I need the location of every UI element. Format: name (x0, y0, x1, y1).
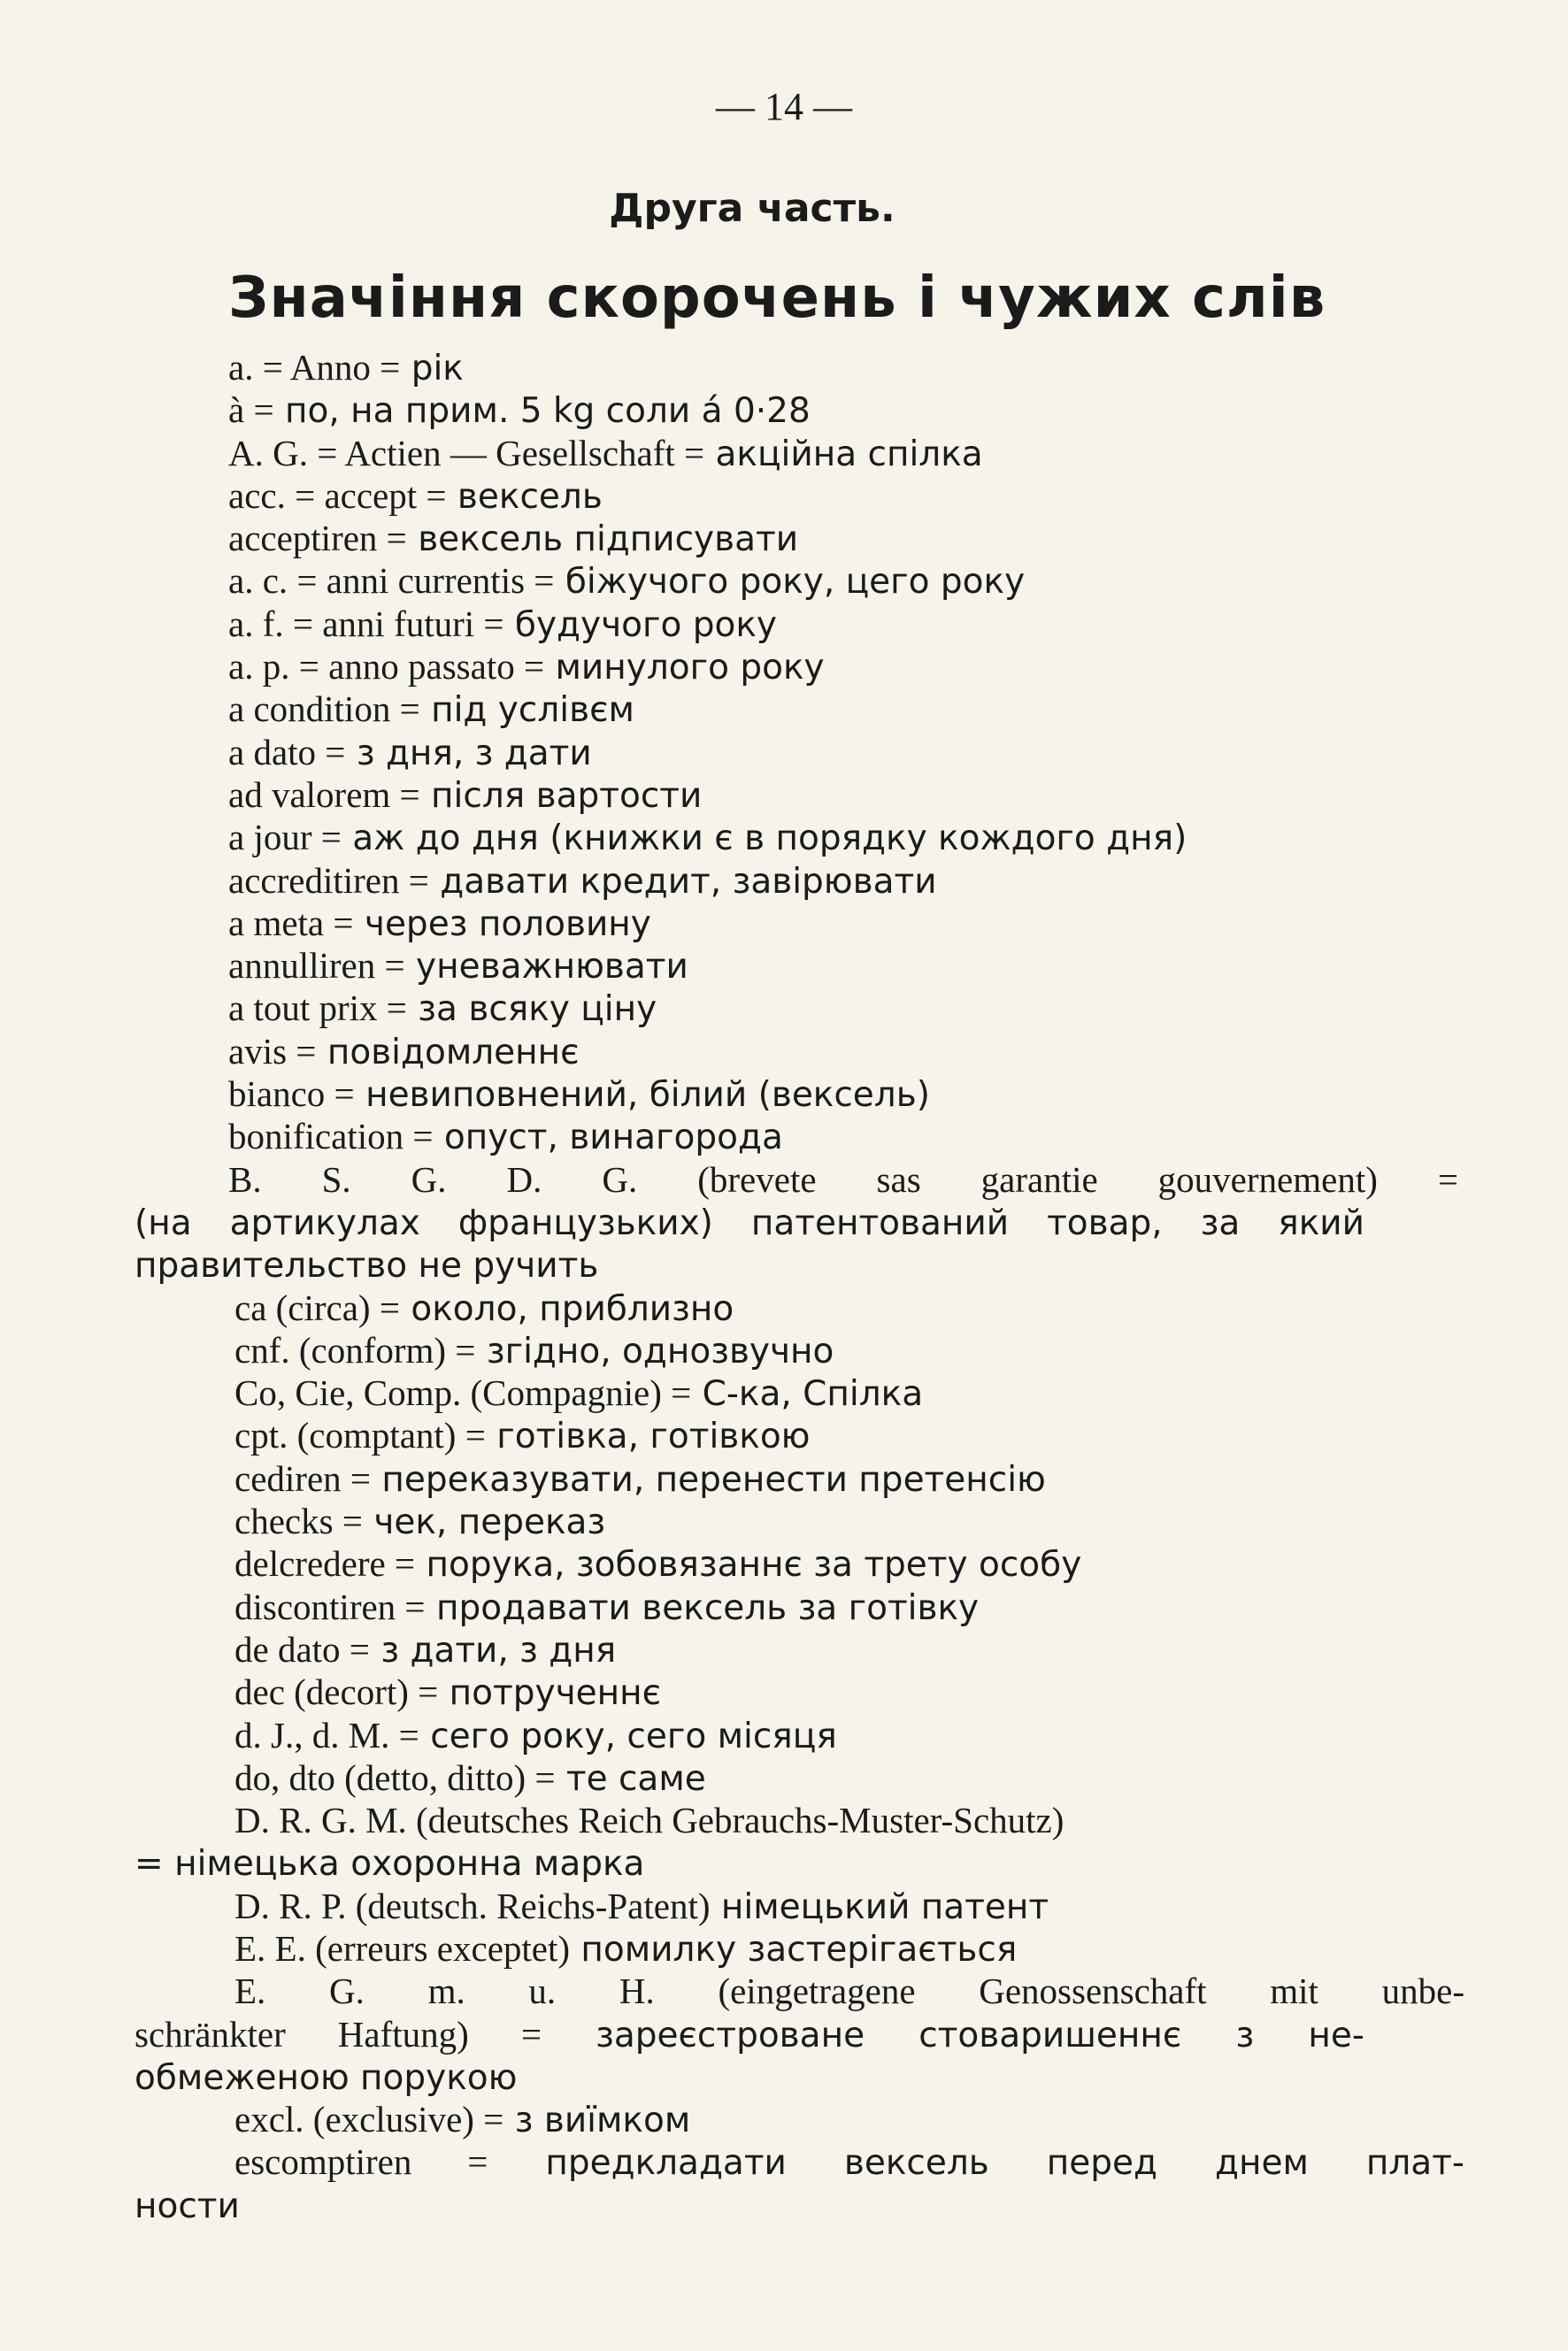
entry-meaning: обмеженою порукою (135, 2057, 518, 2098)
entry-term: a meta = (228, 902, 354, 943)
entry-meaning: потрученнє (438, 1673, 662, 1714)
entry-term: a condition = (228, 688, 420, 730)
glossary-entry (0, 603, 1568, 646)
glossary-entry (0, 646, 1568, 688)
entry-meaning: уневажнювати (404, 947, 688, 987)
page-number: — 14 — (716, 85, 852, 128)
entry-term: D. R. G. M. (deutsches Reich Gebrauchs-Muster-Schutz) (234, 1800, 1065, 1841)
entry-meaning: аж до дня (книжки є в порядку кождого дня) (341, 818, 1188, 859)
entry-meaning: біжучого року, цего року (554, 562, 1026, 603)
entry-term: à = (228, 389, 274, 431)
entry-term: bonification = (228, 1116, 434, 1157)
entry-meaning: чек, переказ (362, 1502, 606, 1543)
entry-meaning: порука, зобовязаннє за трету особу (415, 1545, 1082, 1586)
entry-meaning: повідомленнє (316, 1032, 580, 1072)
entry-term: schränkter Haftung) = (135, 2013, 542, 2055)
entry-term: ca (circa) = (234, 1287, 400, 1328)
entry-term: E. G. m. u. H. (eingetragene Genossenschaft mit unbe- (234, 1971, 1464, 2012)
entry-meaning: рік (400, 349, 464, 388)
glossary-entry (0, 1159, 1458, 1202)
glossary-entry (0, 2056, 1568, 2099)
entry-term: a dato = (228, 731, 346, 772)
entry-term: cnf. (conform) = (234, 1329, 476, 1371)
glossary-entry (0, 1116, 1568, 1158)
glossary-entry (0, 1415, 1568, 1457)
entry-term: a. f. = anni futuri = (228, 603, 504, 644)
glossary-entry (0, 774, 1568, 817)
entry-meaning: сего року, сего місяця (419, 1716, 837, 1756)
glossary-entry (0, 2185, 1568, 2227)
entry-term: ad valorem = (228, 773, 420, 815)
entry-meaning: правительство не ручить (135, 1246, 599, 1287)
entry-meaning: з дня, з дати (345, 733, 592, 773)
entry-meaning: продавати вексель за готівку (425, 1587, 980, 1628)
glossary-entry (0, 1671, 1568, 1714)
entry-term: d. J., d. M. = (234, 1714, 419, 1756)
entry-meaning: після вартости (419, 775, 703, 816)
glossary-entry (0, 1244, 1568, 1287)
entry-meaning: німецький патент (710, 1886, 1049, 1927)
glossary-entry (0, 347, 1568, 389)
entry-term: escomptiren = (234, 2141, 488, 2183)
entry-meaning: з дати, з дня (369, 1630, 617, 1671)
glossary-entry (0, 1842, 1568, 1885)
section-title: Значіння скорочень і чужих слів (228, 265, 1326, 331)
glossary-entry (0, 1757, 1568, 1800)
glossary-entry (0, 1073, 1568, 1116)
entry-term: dec (decort) = (234, 1671, 439, 1713)
entry-meaning: (на артикулах французьких) патентований товар, за який (135, 1202, 1364, 1243)
entry-meaning: минулого року (544, 648, 825, 688)
entry-meaning: з виїмком (503, 2101, 691, 2141)
entry-meaning: готівка, готівкою (485, 1417, 811, 1457)
entry-term: acceptiren = (228, 518, 407, 559)
entry-term: a jour = (228, 817, 342, 858)
glossary-entry (0, 2141, 1464, 2184)
glossary-entry (0, 732, 1568, 774)
entry-term: delcredere = (234, 1543, 416, 1585)
glossary-entry (0, 1629, 1568, 1671)
entry-meaning: по, на прим. 5 kg соли á 0·28 (273, 391, 811, 432)
glossary-entry (0, 2014, 1364, 2056)
entry-meaning: переказувати, перенести претенсію (371, 1459, 1046, 1500)
glossary-entry (0, 1287, 1568, 1330)
glossary-entry (0, 1458, 1568, 1501)
entry-meaning: давати кредит, завірювати (428, 861, 937, 902)
entry-meaning: С-ка, Спілка (691, 1374, 924, 1415)
entry-term: B. S. G. D. G. (brevete sas garantie gouvernement) = (228, 1158, 1458, 1200)
entry-term: a. c. = anni currentis = (228, 560, 555, 602)
entry-term: annulliren = (228, 945, 405, 987)
entry-meaning: опуст, винагорода (433, 1118, 783, 1158)
glossary-entry (0, 688, 1568, 731)
glossary-entry (0, 1971, 1464, 2013)
entry-term: acc. = accept = (228, 474, 447, 516)
glossary-entry (0, 860, 1568, 903)
entry-term: accreditiren = (228, 859, 429, 901)
glossary-entry (0, 1587, 1568, 1629)
glossary-entry (0, 433, 1568, 475)
glossary-entry (0, 1372, 1568, 1415)
entry-meaning: помилку застерігається (570, 1929, 1018, 1970)
entry-meaning: невиповнений, білий (вексель) (354, 1075, 930, 1116)
entry-term: a. p. = anno passato = (228, 646, 545, 688)
entry-term: E. E. (erreurs exceptet) (234, 1927, 571, 1969)
entry-meaning: зареєстроване стоваришеннє з не- (541, 2015, 1364, 2055)
entry-term: avis = (228, 1030, 317, 1072)
glossary-list (0, 347, 1568, 2227)
entry-meaning: около, приблизно (399, 1288, 734, 1329)
glossary-entry (0, 1501, 1568, 1543)
entry-term: cediren = (234, 1457, 372, 1499)
glossary-entry (0, 1202, 1364, 1244)
entry-term: bianco = (228, 1073, 355, 1115)
entry-meaning: ности (135, 2186, 240, 2226)
entry-meaning: те саме (555, 1758, 706, 1799)
entry-term: D. R. P. (deutsch. Reichs-Patent) (234, 1885, 711, 1926)
entry-meaning: предкладати вексель перед днем плат- (488, 2143, 1464, 2184)
entry-meaning: вексель (446, 476, 603, 517)
entry-meaning: під услівєм (419, 690, 634, 731)
glossary-entry (0, 560, 1568, 603)
glossary-entry (0, 1928, 1568, 1971)
glossary-entry (0, 1715, 1568, 1757)
glossary-entry (0, 475, 1568, 518)
glossary-entry (0, 903, 1568, 945)
glossary-entry (0, 1543, 1568, 1586)
glossary-entry (0, 987, 1568, 1030)
entry-term: a. = Anno = (228, 347, 401, 388)
entry-meaning: = німецька охоронна марка (135, 1844, 645, 1885)
glossary-entry (0, 389, 1568, 432)
entry-term: a tout prix = (228, 987, 407, 1029)
glossary-entry (0, 1330, 1568, 1372)
glossary-entry (0, 2099, 1568, 2141)
entry-term: discontiren = (234, 1586, 426, 1627)
entry-term: de dato = (234, 1628, 370, 1670)
entry-meaning: вексель підписувати (406, 519, 799, 560)
entry-meaning: згідно, однозвучно (475, 1331, 834, 1371)
entry-meaning: через половину (353, 903, 651, 944)
part-title: Друга часть. (609, 186, 895, 231)
entry-meaning: будучого року (503, 604, 778, 645)
entry-term: do, dto (detto, ditto) = (234, 1756, 556, 1798)
entry-term: A. G. = Actien — Gesellschaft = (228, 432, 705, 473)
entry-term: excl. (exclusive) = (234, 2099, 504, 2140)
glossary-entry (0, 1886, 1568, 1928)
entry-term: checks = (234, 1501, 363, 1542)
entry-meaning: акційна спілка (704, 434, 983, 474)
glossary-entry (0, 1031, 1568, 1073)
entry-term: cpt. (comptant) = (234, 1415, 486, 1456)
glossary-entry (0, 1800, 1568, 1842)
glossary-entry (0, 817, 1568, 859)
glossary-entry (0, 518, 1568, 560)
entry-meaning: за всяку ціну (406, 989, 657, 1030)
entry-term: Co, Cie, Comp. (Compagnie) = (234, 1372, 692, 1414)
glossary-entry (0, 945, 1568, 987)
